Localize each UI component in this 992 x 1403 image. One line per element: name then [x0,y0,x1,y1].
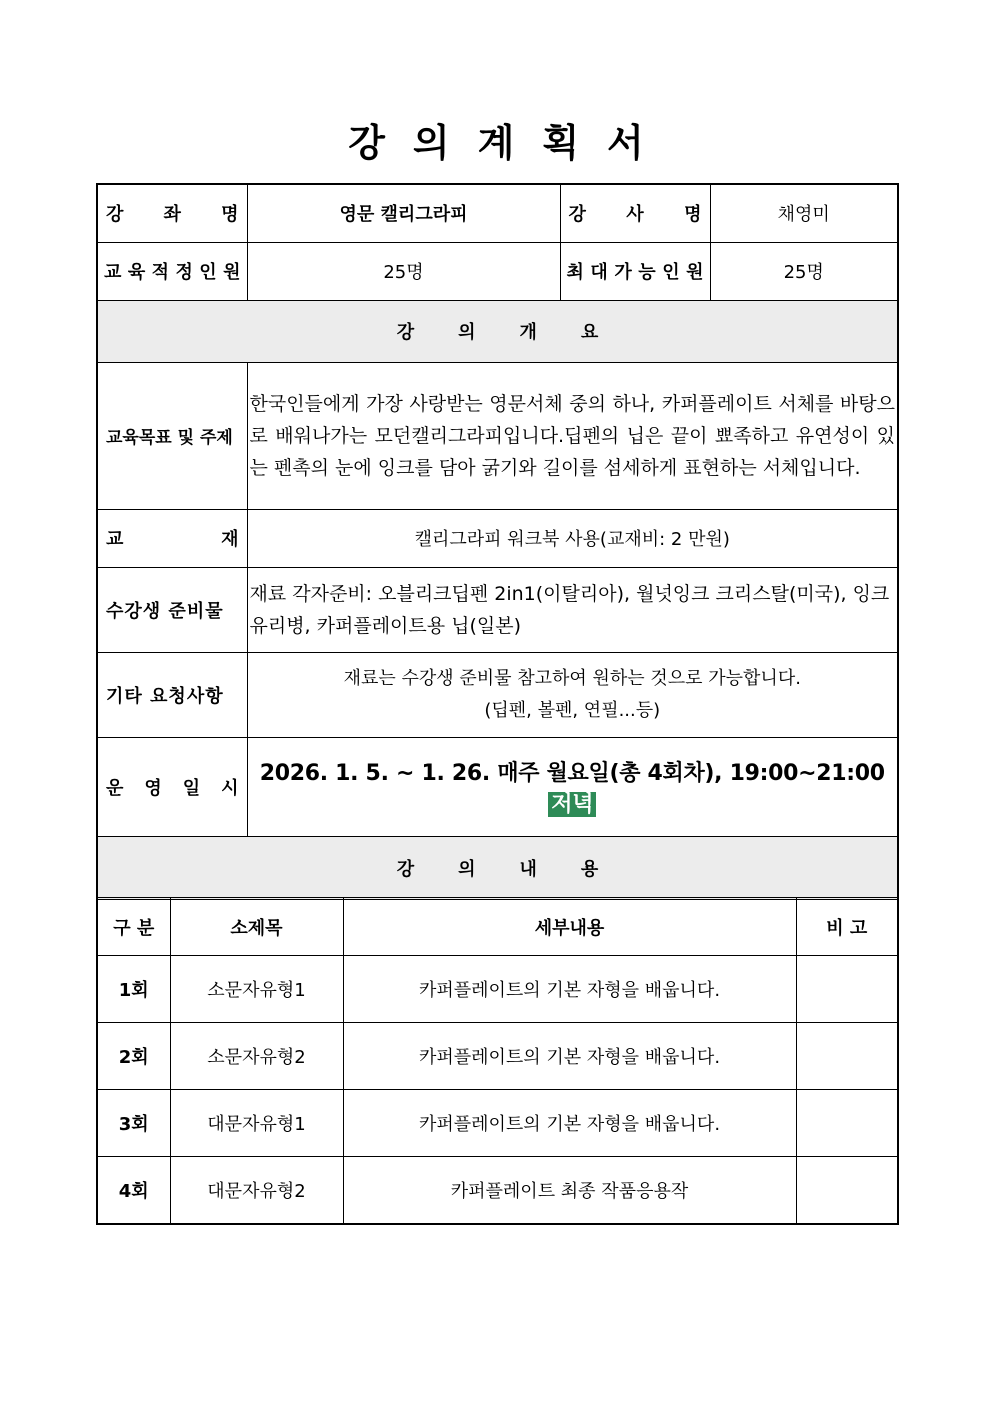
course-name: 영문 캘리그라피 [247,184,560,242]
instructor-label-cell [560,184,710,242]
schedule-label-cell [97,737,247,836]
capacity-label-cell [97,242,247,300]
textbook-label: 교 재 [106,529,239,550]
supplies-cell [247,567,898,652]
header-note: 비 고 [796,898,898,956]
course-name-label-cell [97,184,247,242]
max-capacity-label: 최 대 가 능 인 원 [566,262,704,283]
goal-cell [247,362,898,509]
row-note [796,1157,898,1224]
lecture-content-table [96,897,899,1225]
row-no: 2회 [97,1023,170,1090]
requests-label: 기타 요청사항 [106,685,224,707]
supplies-label-cell [97,567,247,652]
course-name-label: 강 좌 명 [106,204,239,226]
row-no: 3회 [97,1090,170,1157]
supplies-label: 수강생 준비물 [106,600,224,622]
table-row [97,1023,898,1090]
row-detail: 카퍼플레이트 최종 작품응용작 [343,1157,796,1224]
requests-label-cell [97,652,247,737]
instructor-label: 강 사 명 [568,204,702,226]
max-capacity-value: 25명 [710,242,898,300]
header-detail: 세부내용 [343,898,796,956]
textbook-value: 캘리그라피 워크북 사용(교재비: 2 만원) [247,509,898,567]
requests-line-1: 재료는 수강생 준비물 참고하여 원하는 것으로 가능합니다. [343,667,801,689]
overview-heading-cell [97,300,898,362]
row-subtitle: 대문자유형1 [170,1090,343,1157]
row-subtitle: 대문자유형2 [170,1157,343,1224]
schedule-text: 2026. 1. 5. ~ 1. 26. 매주 월요일(총 4회차), 19:00~21:00 [259,760,885,786]
page-title: 강의계획서 [348,120,672,165]
table-row [97,1090,898,1157]
supplies-text: 재료 각자준비: 오블리크딥펜 2in1(이탈리아), 월넛잉크 크리스탈(미국), 잉크유리병, 카퍼플레이트용 닙(일본) [249,582,890,637]
textbook-label-cell [97,509,247,567]
goal-label: 교육목표 및 주제 [106,428,233,448]
row-no: 4회 [97,1157,170,1224]
row-note [796,1090,898,1157]
table-row [97,1157,898,1224]
requests-cell [247,652,898,737]
schedule-cell [247,737,898,836]
goal-label-cell [97,362,247,509]
table-row [97,956,898,1023]
instructor-name: 채영미 [710,184,898,242]
capacity-value: 25명 [247,242,560,300]
row-subtitle: 소문자유형2 [170,1023,343,1090]
course-info-table [96,183,899,900]
row-subtitle: 소문자유형1 [170,956,343,1023]
row-detail: 카퍼플레이트의 기본 자형을 배웁니다. [343,1023,796,1090]
row-no: 1회 [97,956,170,1023]
header-subtitle: 소제목 [170,898,343,956]
capacity-label: 교 육 적 정 인 원 [104,262,241,283]
evening-badge: 저녁 [548,792,596,817]
schedule-label: 운 영 일 시 [106,777,239,799]
content-heading: 강 의 내 용 [396,858,599,880]
row-note [796,1023,898,1090]
row-detail: 카퍼플레이트의 기본 자형을 배웁니다. [343,1090,796,1157]
goal-text: 한국인들에게 가장 사랑받는 영문서체 중의 하나, 카퍼플레이트 서체를 바탕으로 배워나가는 모던캘리그라피입니다.딥펜의 닙은 끝이 뾰족하고 유연성이 있는 펜촉의 눈에 잉크를 담아 굵기와 길이를 섬세하게 표현하는 서체입니다. [249,392,895,479]
header-no: 구 분 [97,898,170,956]
overview-heading: 강 의 개 요 [396,322,599,343]
schedule-line [248,756,898,818]
content-heading-cell [97,836,898,899]
row-detail: 카퍼플레이트의 기본 자형을 배웁니다. [343,956,796,1023]
requests-line-2: (딥펜, 볼펜, 연필...등) [484,699,661,721]
max-capacity-label-cell [560,242,710,300]
row-note [796,956,898,1023]
